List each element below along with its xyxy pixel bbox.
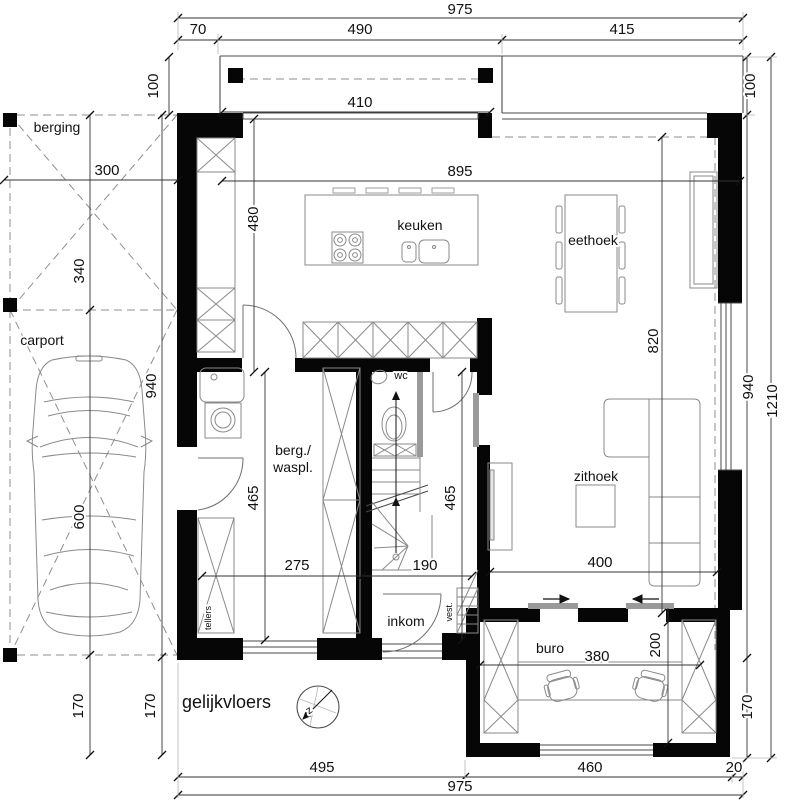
pendant-light	[432, 188, 454, 193]
coffee-table	[576, 485, 615, 527]
north-compass-icon	[297, 686, 339, 728]
dim-top-490: 490	[347, 21, 373, 38]
dim-width-895: 895	[447, 163, 473, 180]
dim-left-940: 940	[143, 373, 160, 399]
carport-post	[3, 113, 17, 127]
dim-right-1210: 1210	[764, 384, 781, 418]
dim-top-total: 975	[447, 1, 473, 18]
chair	[556, 206, 562, 233]
pendant-light	[366, 188, 388, 193]
dim-carport-600: 600	[71, 504, 88, 530]
dim-buro-380: 380	[584, 648, 610, 665]
dim-left-100: 100	[145, 73, 162, 99]
dim-right-820: 820	[645, 328, 662, 354]
entrance	[457, 570, 478, 633]
room-label-zithoek: zithoek	[573, 468, 619, 484]
wc-partition	[417, 372, 423, 457]
dim-hall-465: 465	[442, 485, 459, 511]
chair	[556, 277, 562, 304]
washing-machine-icon	[205, 403, 241, 438]
room-label-carport: carport	[20, 332, 64, 348]
dim-right-170: 170	[739, 694, 756, 720]
carport-post	[3, 648, 17, 662]
office-furniture	[484, 620, 716, 733]
hall-door	[433, 372, 472, 412]
dim-right-940: 940	[740, 374, 757, 400]
kitchen-island	[305, 195, 478, 265]
room-label-vest: vest.	[444, 602, 454, 622]
terrace-column	[478, 113, 492, 138]
chair	[619, 242, 625, 269]
passage-jamb	[473, 393, 479, 447]
office-chair	[631, 668, 671, 703]
room-label-wc: wc	[394, 370, 408, 382]
pendant-light	[399, 188, 421, 193]
coat-rack	[457, 570, 478, 633]
room-label-tellers: tellers	[203, 605, 213, 631]
dim-bottom-total: 975	[447, 778, 473, 795]
room-label-buro: buro	[535, 640, 565, 656]
dim-terrace-410: 410	[347, 94, 373, 111]
dim-bottom-495: 495	[309, 759, 335, 776]
dim-berging-340: 340	[71, 258, 88, 284]
compass-letter: z	[303, 704, 315, 718]
terrace-column	[478, 68, 493, 83]
dim-top-70: 70	[189, 21, 207, 38]
sink-icon	[402, 240, 449, 263]
toilet-icon	[374, 407, 416, 456]
laundry-exterior-door	[198, 458, 243, 510]
dim-right-100: 100	[742, 73, 759, 99]
sliding-door-panel	[528, 603, 578, 609]
dim-berg-275: 275	[284, 557, 310, 574]
pendant-light	[333, 188, 355, 193]
dining-east-window	[718, 303, 742, 470]
dim-bottom-460: 460	[577, 759, 603, 776]
sofa	[604, 399, 700, 586]
kitchen-north-window	[243, 113, 478, 119]
chair	[556, 242, 562, 269]
tv-screen	[490, 470, 494, 540]
dim-stair-190: 190	[412, 557, 438, 574]
room-label-inkom: inkom	[387, 613, 425, 629]
dim-top-415: 415	[609, 21, 635, 38]
chair	[619, 277, 625, 304]
room-label-berg-waspl-2: waspl.	[273, 459, 313, 475]
dining-north-window	[502, 113, 707, 119]
room-label-eethoek: eethoek	[568, 232, 618, 248]
laundry-south-window	[243, 641, 317, 653]
dim-kitchen-480: 480	[245, 206, 262, 232]
room-label-keuken: keuken	[397, 217, 443, 233]
cooktop-icon	[332, 232, 363, 263]
sliding-door-panel	[626, 603, 674, 609]
floor-title: gelijkvloers	[182, 692, 272, 712]
dim-left-170-a: 170	[70, 693, 87, 719]
terrace-column	[228, 68, 243, 83]
office-chair	[541, 668, 581, 704]
car-top-view	[27, 356, 152, 636]
dim-zithoek-400: 400	[587, 554, 613, 571]
room-label-berging: berging	[33, 119, 81, 135]
dim-bottom-20: 20	[725, 759, 743, 776]
dining-table	[565, 195, 617, 312]
doors	[198, 305, 472, 652]
dim-berging-300: 300	[94, 162, 120, 179]
dim-left-170-b: 170	[142, 693, 159, 719]
dim-berg-465: 465	[245, 485, 262, 511]
kitchen-furniture	[197, 138, 478, 358]
chair	[619, 206, 625, 233]
office-south-window	[540, 745, 653, 755]
room-label-berg-waspl-1: berg./	[275, 442, 311, 458]
carport-post	[3, 298, 17, 312]
front-door-steps	[382, 644, 442, 658]
kitchen-laundry-door	[243, 305, 296, 358]
dim-buro-200: 200	[647, 632, 664, 658]
